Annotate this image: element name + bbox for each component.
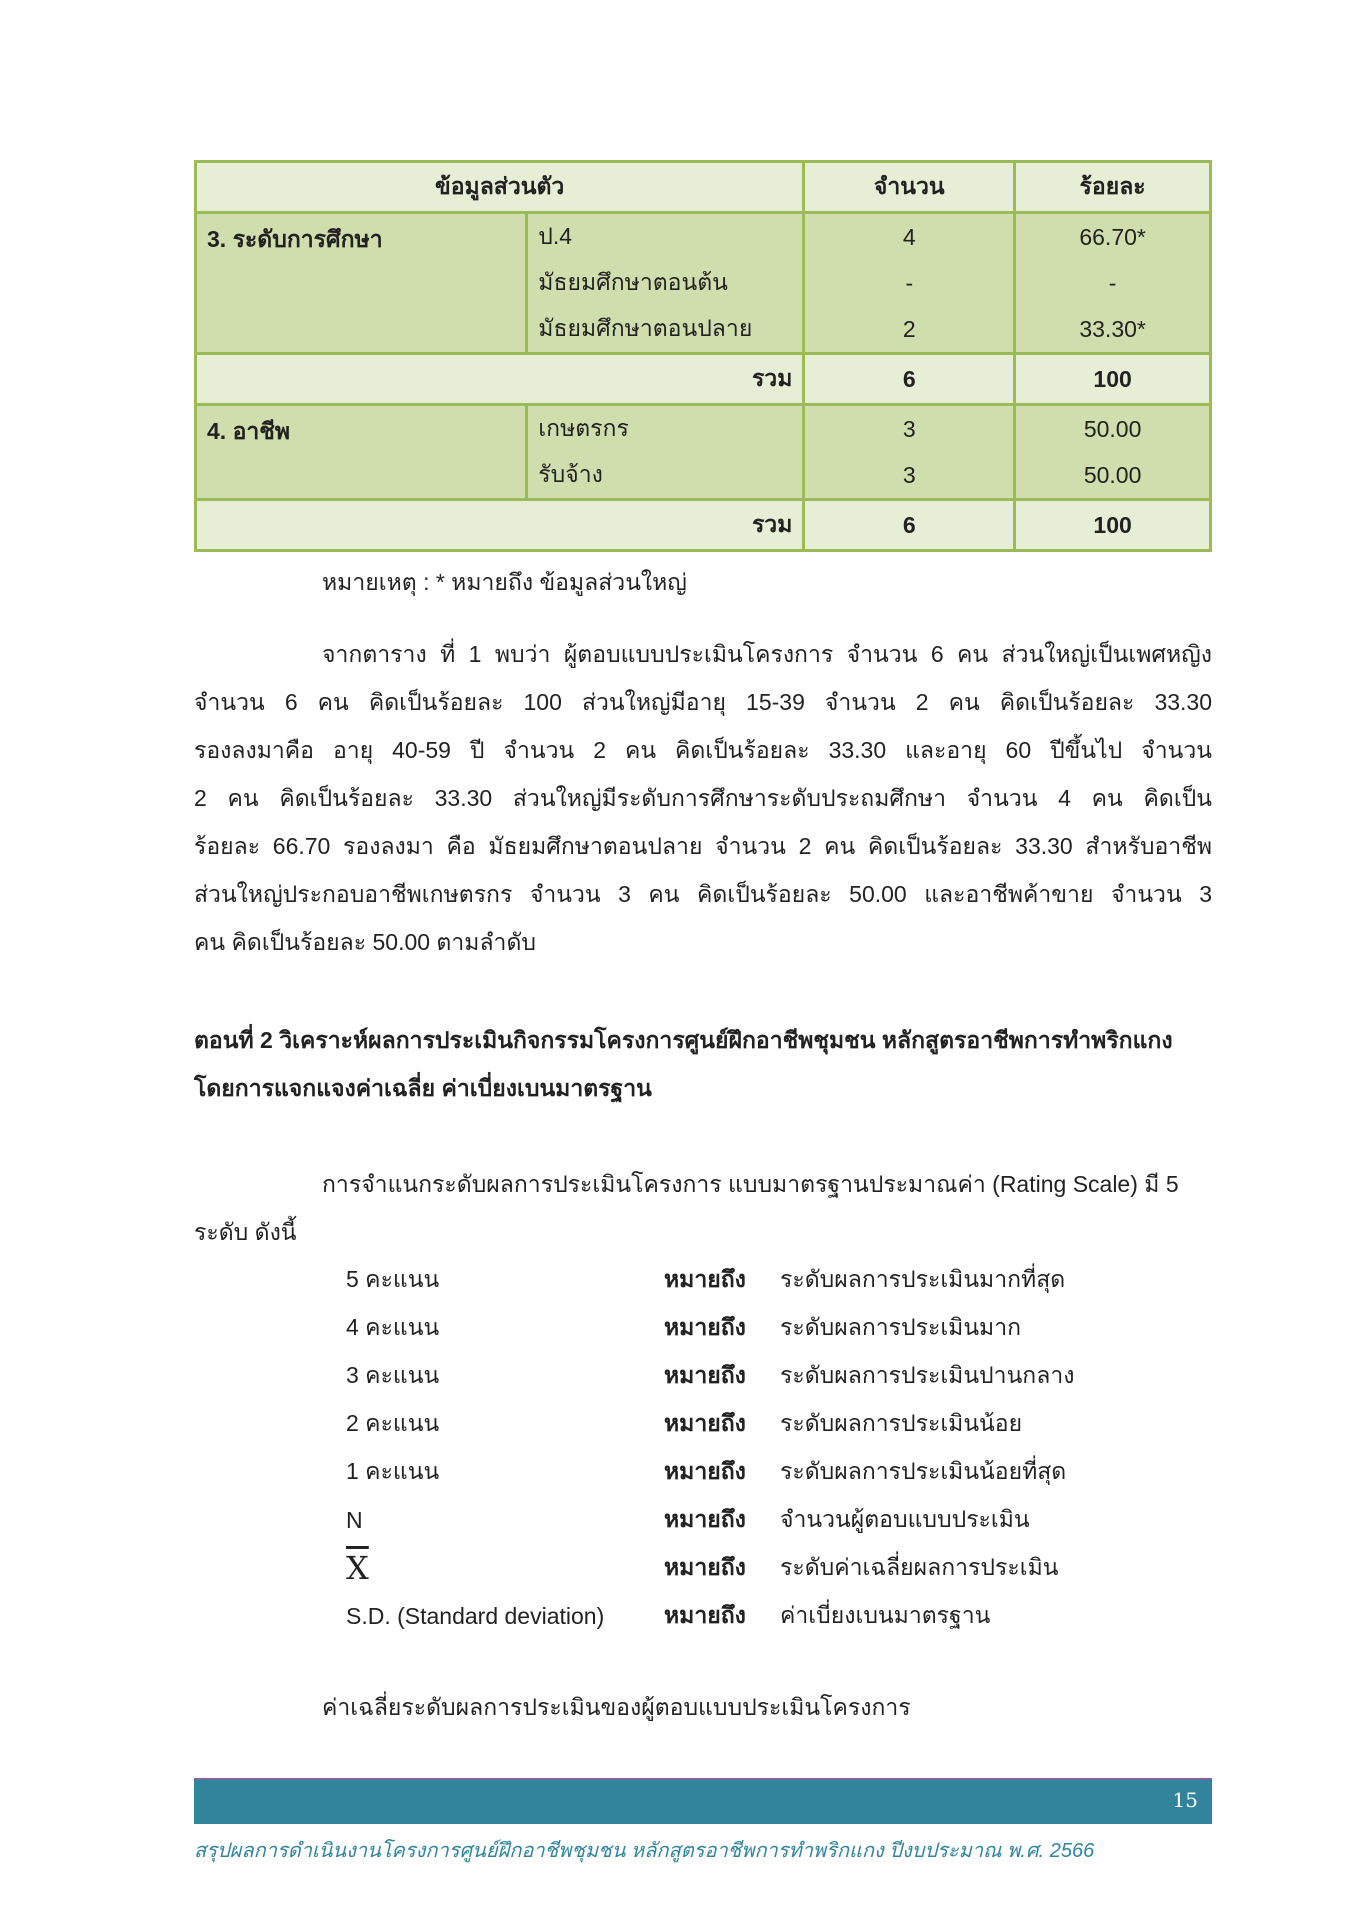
- definition-row: [346, 1448, 1074, 1496]
- header-percent: ร้อยละ: [1015, 162, 1211, 213]
- row-percent: 33.30*: [1015, 306, 1211, 354]
- rating-scale-intro: [194, 1160, 1179, 1256]
- definition-term: 1 คะแนน: [346, 1458, 440, 1484]
- table-row: [196, 213, 1211, 261]
- header-count: จำนวน: [804, 162, 1015, 213]
- definition-desc: ระดับผลการประเมินมากที่สุด: [780, 1266, 1066, 1292]
- paragraph-line: คน คิดเป็นร้อยละ 50.00 ตามลำดับ: [194, 929, 536, 955]
- header-personal-info: ข้อมูลส่วนตัว: [196, 162, 804, 213]
- page-number: 15: [1172, 1788, 1198, 1812]
- table-row: [196, 405, 1211, 453]
- definition-means: หมายถึง: [664, 1314, 746, 1340]
- definition-term: N: [346, 1506, 363, 1533]
- row-percent: 50.00: [1015, 452, 1211, 500]
- definition-means: หมายถึง: [664, 1458, 746, 1484]
- row-label: รับจ้าง: [527, 452, 804, 500]
- table-total-row: [196, 354, 1211, 405]
- definition-means: หมายถึง: [664, 1362, 746, 1388]
- total-label: รวม: [196, 500, 804, 551]
- definition-means: หมายถึง: [664, 1410, 746, 1436]
- personal-info-table: [194, 160, 1212, 552]
- paragraph-line: ร้อยละ 66.70 รองลงมา คือ มัธยมศึกษาตอนปลาย จำนวน 2 คน คิดเป็นร้อยละ 33.30 สำหรับอาชีพ: [194, 833, 1212, 859]
- row-label: เกษตรกร: [527, 405, 804, 453]
- row-label: มัธยมศึกษาตอนต้น: [527, 260, 804, 306]
- summary-paragraph: [194, 630, 1212, 966]
- paragraph-line: รองลงมาคือ อายุ 40-59 ปี จำนวน 2 คน คิดเป็นร้อยละ 33.30 และอายุ 60 ปีขึ้นไป จำนวน: [194, 737, 1212, 763]
- section-heading-line: โดยการแจกแจงค่าเฉลี่ย ค่าเบี่ยงเบนมาตรฐาน: [194, 1075, 652, 1101]
- row-count: 4: [804, 213, 1015, 261]
- row-label: ป.4: [527, 213, 804, 261]
- total-count: 6: [804, 354, 1015, 405]
- definition-means: หมายถึง: [664, 1506, 746, 1532]
- section-heading: [194, 1016, 1173, 1112]
- definition-means: หมายถึง: [664, 1554, 746, 1580]
- category-education: 3. ระดับการศึกษา: [196, 213, 527, 354]
- definition-row: [346, 1304, 1074, 1352]
- definition-row: [346, 1496, 1074, 1544]
- definition-row: [346, 1400, 1074, 1448]
- definition-row: [346, 1256, 1074, 1304]
- total-count: 6: [804, 500, 1015, 551]
- definition-desc: ระดับผลการประเมินมาก: [780, 1314, 1022, 1340]
- section-heading-line: ตอนที่ 2 วิเคราะห์ผลการประเมินกิจกรรมโครงการศูนย์ฝึกอาชีพชุมชน หลักสูตรอาชีพการทำพริกแกง: [194, 1027, 1173, 1053]
- paragraph-line: จำนวน 6 คน คิดเป็นร้อยละ 100 ส่วนใหญ่มีอายุ 15-39 จำนวน 2 คน คิดเป็นร้อยละ 33.30: [194, 689, 1212, 715]
- total-percent: 100: [1015, 354, 1211, 405]
- row-count: -: [804, 260, 1015, 306]
- definition-term: [346, 1549, 664, 1587]
- table-header-row: [196, 162, 1211, 213]
- definition-desc: จำนวนผู้ตอบแบบประเมิน: [780, 1506, 1030, 1532]
- paragraph-line: ส่วนใหญ่ประกอบอาชีพเกษตรกร จำนวน 3 คน คิดเป็นร้อยละ 50.00 และอาชีพค้าขาย จำนวน 3: [194, 881, 1212, 907]
- definition-row: [346, 1544, 1074, 1592]
- intro-line: การจำแนกระดับผลการประเมินโครงการ แบบมาตรฐานประมาณค่า (Rating Scale) มี 5: [322, 1171, 1179, 1197]
- definition-desc: ระดับค่าเฉลี่ยผลการประเมิน: [780, 1554, 1059, 1580]
- paragraph-line: 2 คน คิดเป็นร้อยละ 33.30 ส่วนใหญ่มีระดับการศึกษาระดับประถมศึกษา จำนวน 4 คน คิดเป็น: [194, 785, 1212, 811]
- row-count: 2: [804, 306, 1015, 354]
- total-percent: 100: [1015, 500, 1211, 551]
- row-label: มัธยมศึกษาตอนปลาย: [527, 306, 804, 354]
- definition-means: หมายถึง: [664, 1266, 746, 1292]
- definition-row: [346, 1352, 1074, 1400]
- definition-means: หมายถึง: [664, 1602, 746, 1628]
- row-count: 3: [804, 452, 1015, 500]
- category-occupation: 4. อาชีพ: [196, 405, 527, 500]
- footer-bar: [194, 1778, 1212, 1824]
- definition-term: 5 คะแนน: [346, 1266, 440, 1292]
- row-count: 3: [804, 405, 1015, 453]
- paragraph-line: จากตาราง ที่ 1 พบว่า ผู้ตอบแบบประเมินโครงการ จำนวน 6 คน ส่วนใหญ่เป็นเพศหญิง: [322, 641, 1212, 667]
- definition-desc: ระดับผลการประเมินปานกลาง: [780, 1362, 1075, 1388]
- row-percent: 50.00: [1015, 405, 1211, 453]
- intro-line: ระดับ ดังนี้: [194, 1219, 297, 1245]
- total-label: รวม: [196, 354, 804, 405]
- footer-text: สรุปผลการดำเนินงานโครงการศูนย์ฝึกอาชีพชุมชน หลักสูตรอาชีพการทำพริกแกง ปีงบประมาณ พ.ศ. 2566: [194, 1840, 1095, 1862]
- table-note: หมายเหตุ : * หมายถึง ข้อมูลส่วนใหญ่: [322, 569, 687, 595]
- definition-row: [346, 1592, 1074, 1640]
- row-percent: 66.70*: [1015, 213, 1211, 261]
- mean-symbol: $\overline{X}$: [346, 1549, 369, 1587]
- row-percent: -: [1015, 260, 1211, 306]
- definitions-list: [346, 1256, 1074, 1640]
- table-total-row: [196, 500, 1211, 551]
- definition-term: S.D. (Standard deviation): [346, 1602, 605, 1629]
- definition-desc: ระดับผลการประเมินน้อย: [780, 1410, 1023, 1436]
- definition-term: 4 คะแนน: [346, 1314, 440, 1340]
- definition-desc: ระดับผลการประเมินน้อยที่สุด: [780, 1458, 1067, 1484]
- definition-term: 3 คะแนน: [346, 1362, 440, 1388]
- definition-term: 2 คะแนน: [346, 1410, 440, 1436]
- definition-desc: ค่าเบี่ยงเบนมาตรฐาน: [780, 1602, 991, 1628]
- average-caption: ค่าเฉลี่ยระดับผลการประเมินของผู้ตอบแบบประเมินโครงการ: [322, 1694, 911, 1720]
